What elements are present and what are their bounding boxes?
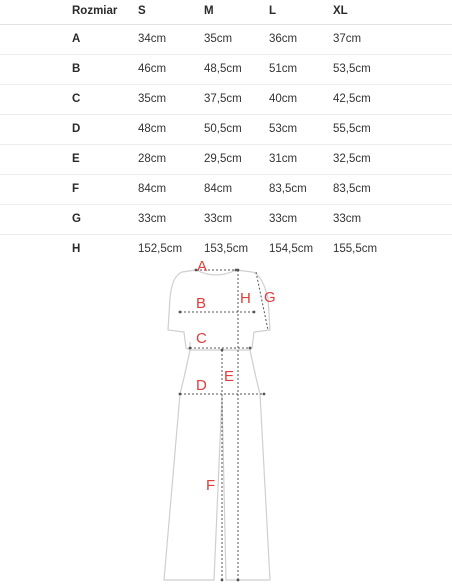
header-l: L — [269, 5, 277, 17]
value-m: 29,5cm — [204, 153, 242, 165]
value-xl: 53,5cm — [333, 63, 371, 75]
table-row — [0, 115, 452, 145]
value-s: 33cm — [138, 213, 167, 225]
value-m: 33cm — [204, 213, 233, 225]
value-s: 46cm — [138, 63, 167, 75]
label-a: A — [197, 258, 208, 275]
label-f: F — [206, 477, 216, 494]
value-m: 37,5cm — [204, 93, 242, 105]
value-xl: 33cm — [333, 213, 362, 225]
row-label: A — [72, 33, 81, 45]
value-s: 84cm — [138, 183, 167, 195]
table-row — [0, 85, 452, 115]
row-label: D — [72, 123, 81, 135]
table-row — [0, 205, 452, 235]
label-b: B — [196, 295, 207, 312]
value-s: 28cm — [138, 153, 167, 165]
jumpsuit-outline — [164, 270, 270, 580]
value-l: 33cm — [269, 213, 298, 225]
value-s: 152,5cm — [138, 243, 183, 255]
label-d: D — [196, 377, 207, 394]
row-label: B — [72, 63, 81, 75]
value-m: 48,5cm — [204, 63, 242, 75]
header-m: M — [204, 5, 214, 17]
header-size-label: Rozmiar — [72, 5, 118, 17]
value-m: 84cm — [204, 183, 233, 195]
label-g: G — [264, 289, 276, 306]
table-row — [0, 55, 452, 85]
table-row — [0, 175, 452, 205]
measurement-lines — [180, 270, 268, 580]
value-m: 153,5cm — [204, 243, 249, 255]
value-xl: 83,5cm — [333, 183, 371, 195]
value-s: 48cm — [138, 123, 167, 135]
table-row — [0, 25, 452, 55]
row-label: E — [72, 153, 80, 165]
value-xl: 42,5cm — [333, 93, 371, 105]
value-l: 53cm — [269, 123, 298, 135]
row-label: H — [72, 243, 81, 255]
size-table — [0, 0, 452, 264]
value-xl: 37cm — [333, 33, 362, 45]
value-xl: 55,5cm — [333, 123, 371, 135]
value-l: 40cm — [269, 93, 298, 105]
value-l: 51cm — [269, 63, 298, 75]
header-s: S — [138, 5, 146, 17]
value-s: 34cm — [138, 33, 167, 45]
value-m: 35cm — [204, 33, 233, 45]
garment-measurement-diagram — [0, 250, 452, 584]
label-h: H — [240, 290, 251, 307]
label-c: C — [196, 330, 207, 347]
value-m: 50,5cm — [204, 123, 242, 135]
value-l: 154,5cm — [269, 243, 314, 255]
value-xl: 155,5cm — [333, 243, 378, 255]
row-label: F — [72, 183, 80, 195]
header-xl: XL — [333, 5, 348, 17]
row-label: G — [72, 213, 81, 225]
table-row — [0, 145, 452, 175]
value-s: 35cm — [138, 93, 167, 105]
row-label: C — [72, 93, 81, 105]
value-l: 36cm — [269, 33, 298, 45]
table-header-row — [0, 0, 452, 25]
value-xl: 32,5cm — [333, 153, 371, 165]
label-e: E — [224, 368, 235, 385]
value-l: 83,5cm — [269, 183, 307, 195]
value-l: 31cm — [269, 153, 298, 165]
